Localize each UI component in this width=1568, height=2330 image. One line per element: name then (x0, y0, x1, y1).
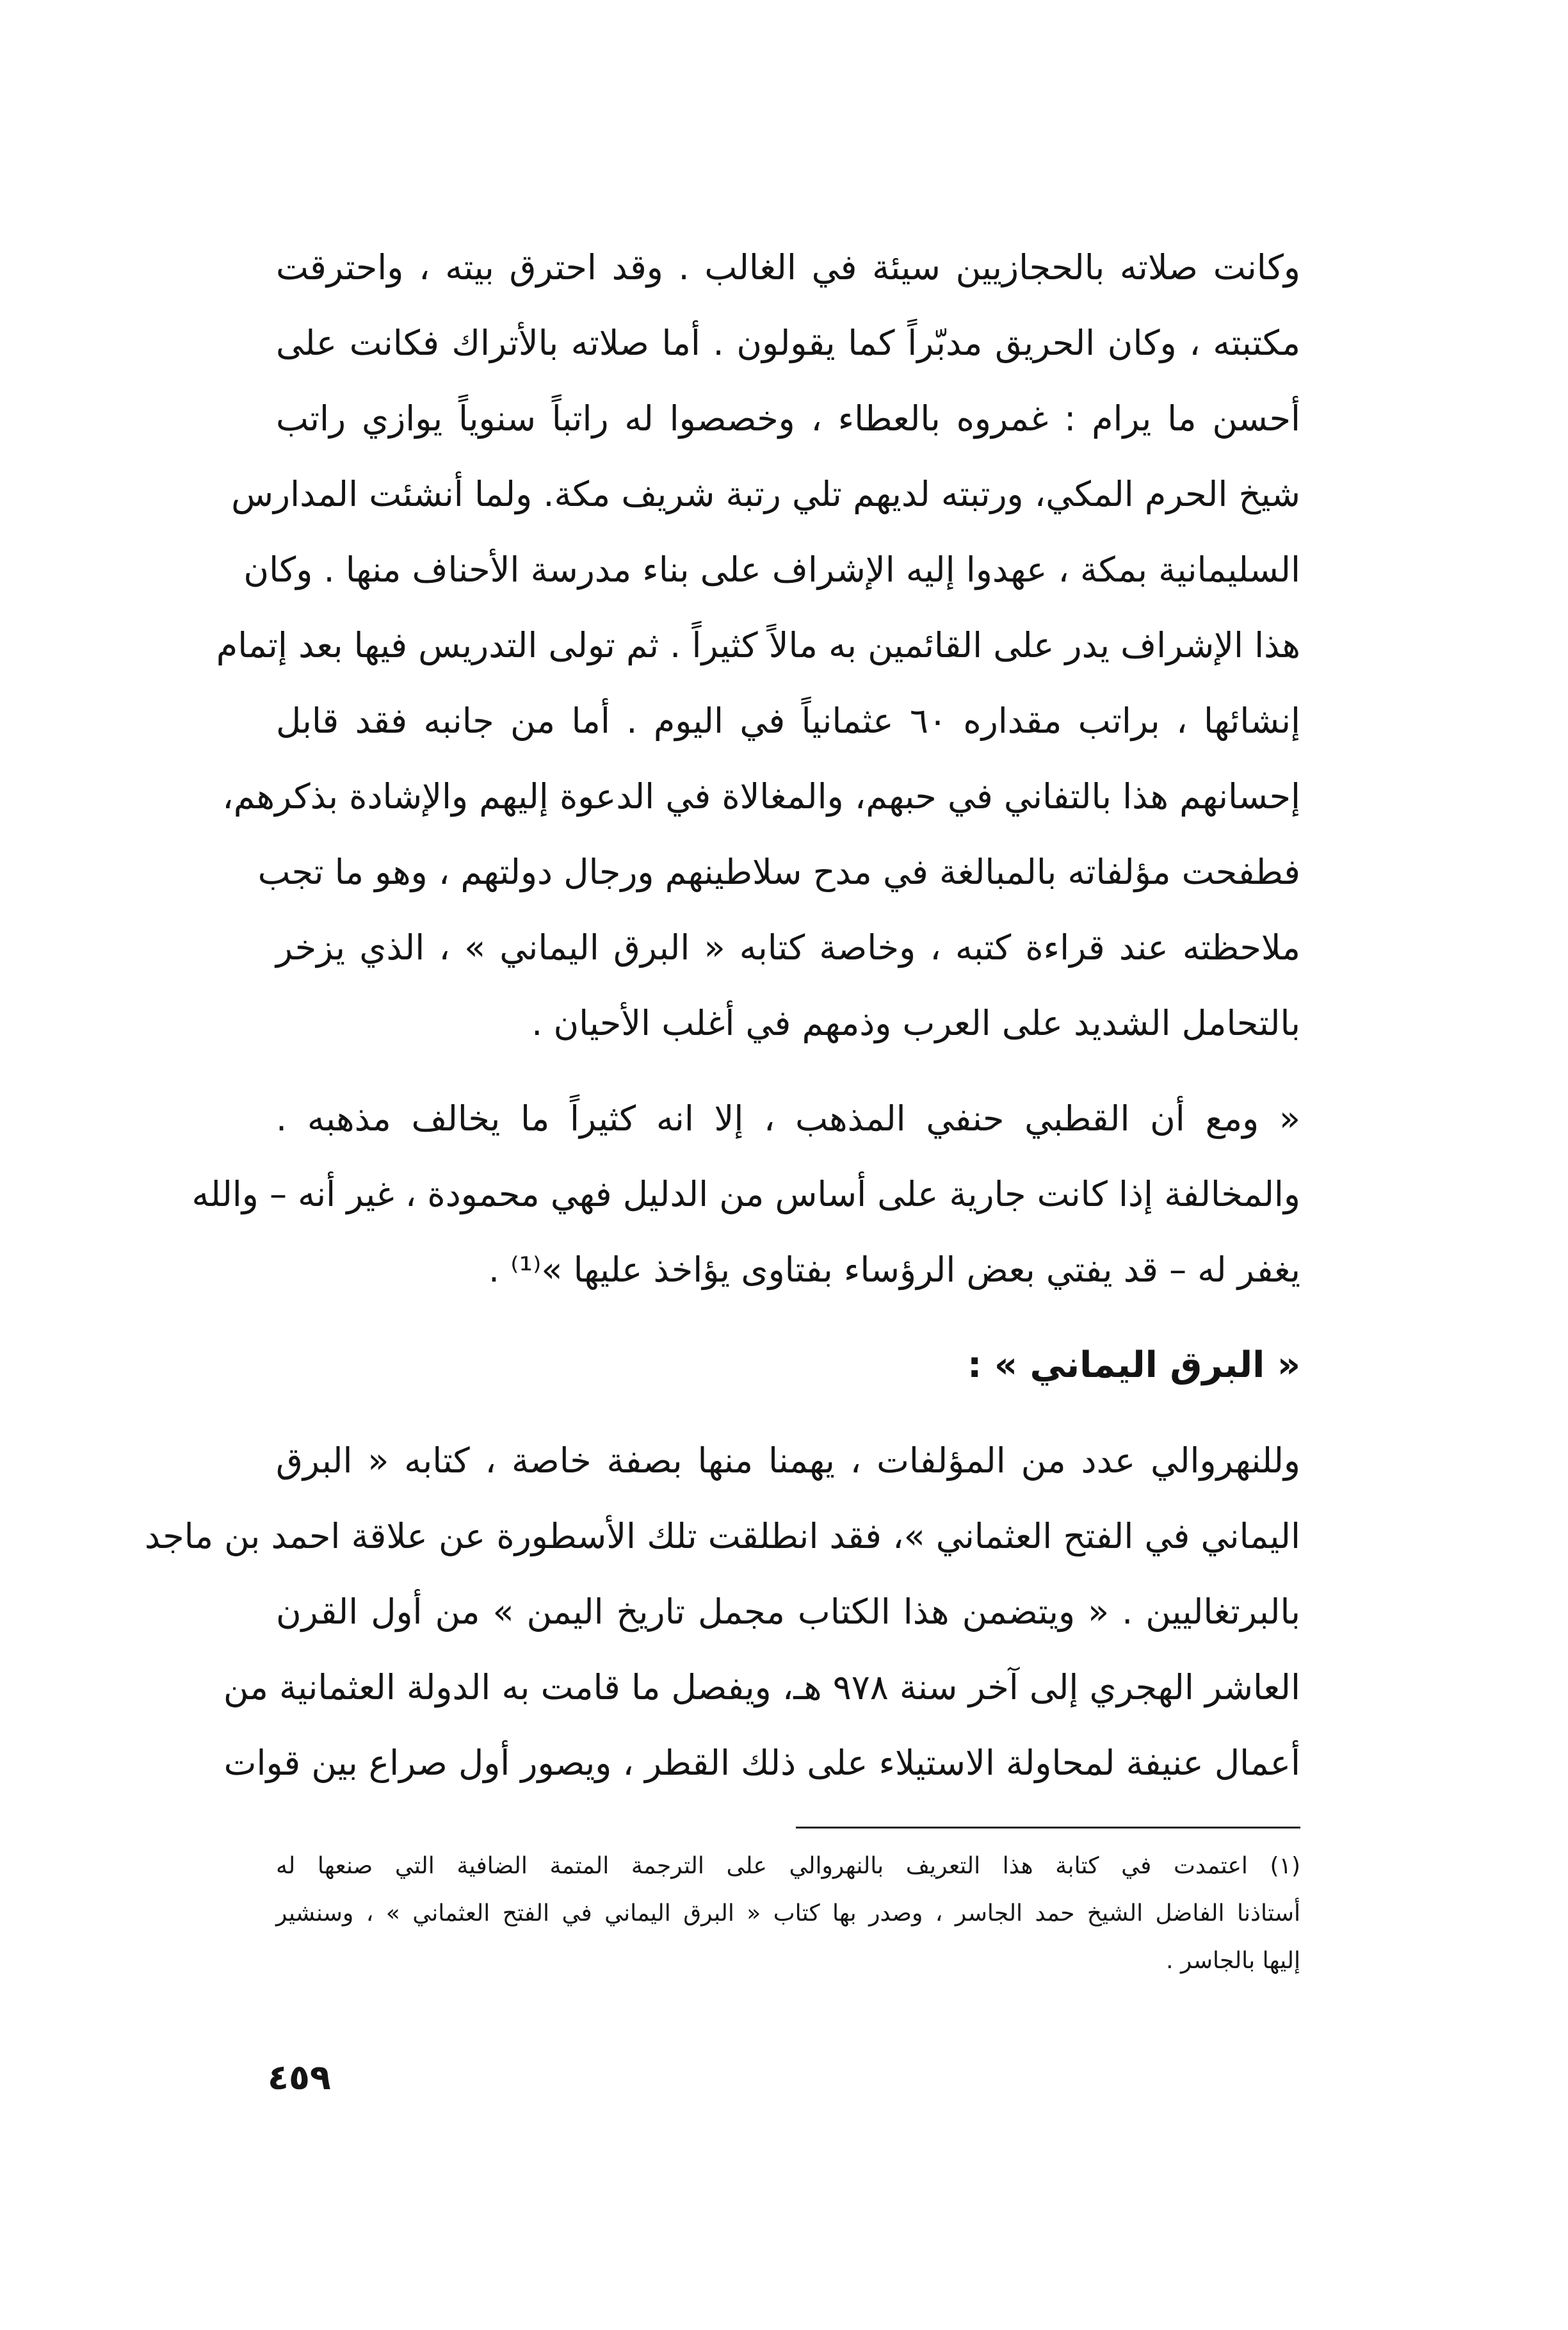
text-line: ملاحظته عند قراءة كتبه ، وخاصة كتابه « البرق اليماني » ، الذي يزخر (276, 927, 1300, 968)
text-line: والمخالفة إذا كانت جارية على أساس من الدليل فهي محمودة ، غير أنه – والله (191, 1174, 1300, 1214)
text-line: السليمانية بمكة ، عهدوا إليه الإشراف على بناء مدرسة الأحناف منها . وكان (243, 550, 1300, 590)
footnote-line: أستاذنا الفاضل الشيخ حمد الجاسر ، وصدر بها كتاب « البرق اليماني في الفتح العثماني » ، وسنشير (276, 1900, 1300, 1927)
text-line: العاشر الهجري إلى آخر سنة ٩٧٨ هـ، ويفصل ما قامت به الدولة العثمانية من (223, 1667, 1300, 1707)
text-line: وكانت صلاته بالحجازيين سيئة في الغالب . وقد احترق بيته ، واحترقت (276, 247, 1300, 288)
text-line: فطفحت مؤلفاته بالمبالغة في مدح سلاطينهم ورجال دولتهم ، وهو ما تجب (257, 852, 1300, 892)
text-line: أحسن ما يرام : غمروه بالعطاء ، وخصصوا له راتباً سنوياً يوازي راتب (276, 398, 1300, 439)
footnote-line: (١) اعتمدت في كتابة هذا التعريف بالنهروالي على الترجمة المتمة الضافية التي صنعها له (276, 1853, 1300, 1879)
text-line: أعمال عنيفة لمحاولة الاستيلاء على ذلك القطر ، ويصور أول صراع بين قوات (223, 1743, 1300, 1783)
page-number: ٤٥٩ (268, 2057, 331, 2098)
text-line: وللنهروالي عدد من المؤلفات ، يهمنا منها بصفة خاصة ، كتابه « البرق (276, 1440, 1300, 1481)
text-line: إنشائها ، براتب مقداره ٦٠ عثمانياً في اليوم . أما من جانبه فقد قابل (276, 701, 1300, 741)
text-line: بالبرتغاليين . « ويتضمن هذا الكتاب مجمل تاريخ اليمن » من أول القرن (276, 1592, 1300, 1632)
text-line: اليماني في الفتح العثماني »، فقد انطلقت تلك الأسطورة عن علاقة احمد بن ماجد (144, 1516, 1300, 1556)
footnote-separator (796, 1827, 1300, 1829)
text-line: إحسانهم هذا بالتفاني في حبهم، والمغالاة في الدعوة إليهم والإشادة بذكرهم، (222, 776, 1300, 817)
text-line: يغفر له – قد يفتي بعض الرؤساء بفتاوى يؤاخذ عليها »⁽¹⁾ . (488, 1250, 1300, 1290)
text-line: شيخ الحرم المكي، ورتبته لديهم تلي رتبة شريف مكة. ولما أنشئت المدارس (231, 474, 1300, 514)
section-heading: « البرق اليماني » : (967, 1344, 1300, 1386)
text-line: هذا الإشراف يدر على القائمين به مالاً كثيراً . ثم تولى التدريس فيها بعد إتمام (216, 625, 1300, 665)
footnote-line: إليها بالجاسر . (1166, 1948, 1300, 1974)
text-line: بالتحامل الشديد على العرب وذمهم في أغلب الأحيان . (531, 1003, 1300, 1043)
text-line: مكتبته ، وكان الحريق مدبّراً كما يقولون . أما صلاته بالأتراك فكانت على (276, 323, 1300, 363)
text-line: « ومع أن القطبي حنفي المذهب ، إلا انه كثيراً ما يخالف مذهبه . (276, 1098, 1300, 1139)
